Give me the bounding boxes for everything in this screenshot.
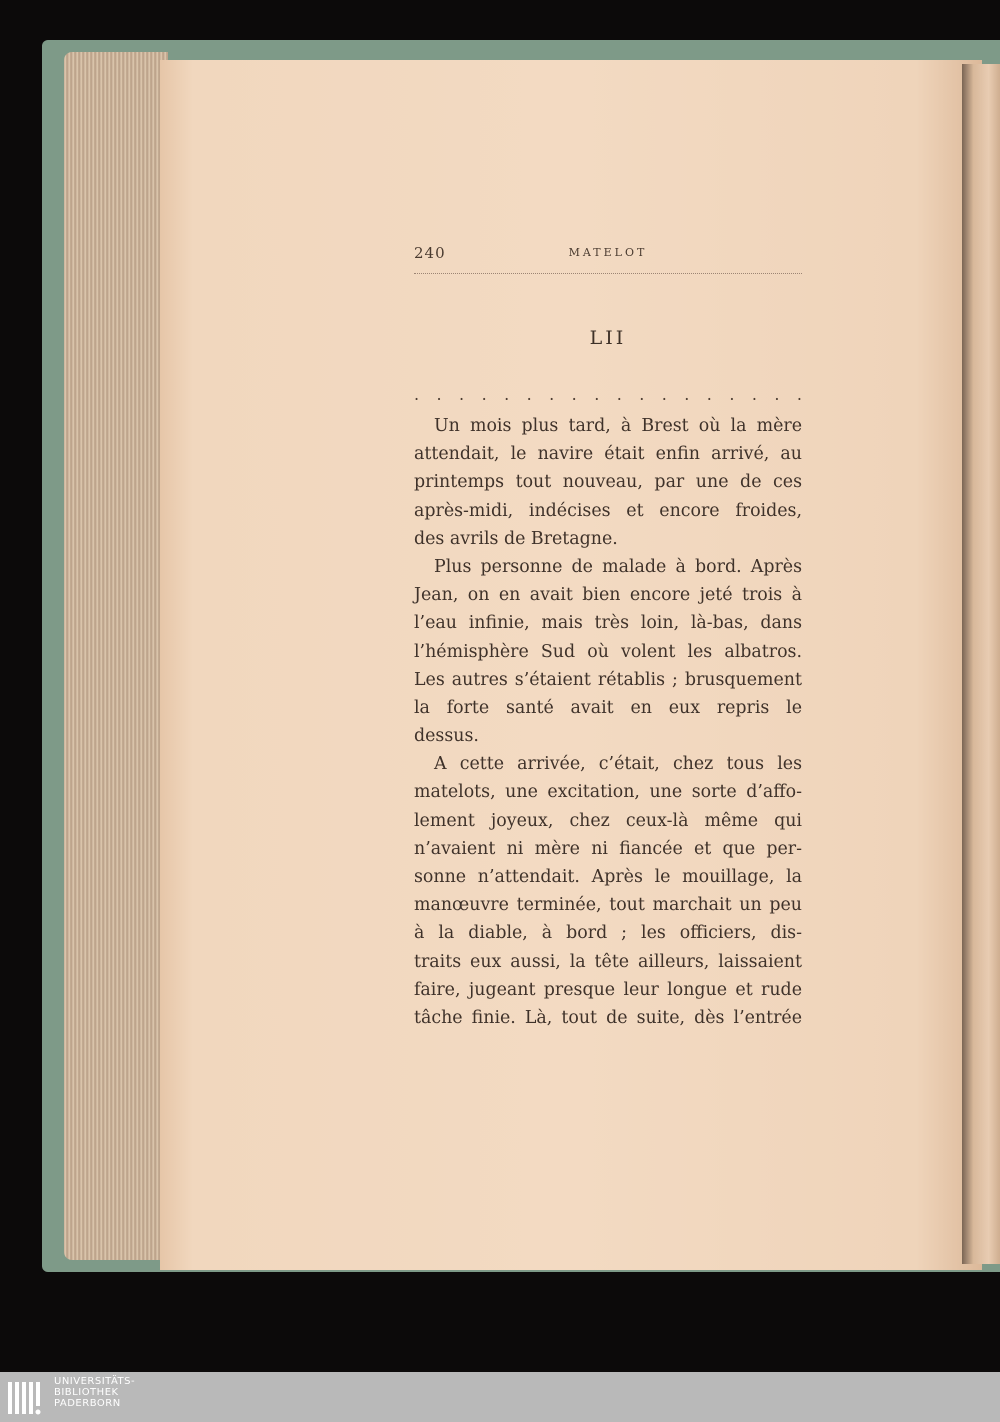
body-text <box>414 412 802 1032</box>
chapter-title: LII <box>589 327 627 349</box>
text-line: traits eux aussi, la tête ailleurs, laissaient <box>414 951 802 972</box>
text-line: manœuvre terminée, tout marchait un peu <box>414 895 802 916</box>
text-line: l’eau infinie, mais très loin, là-bas, dans <box>414 613 802 634</box>
text-line: sonne n’attendait. Après le mouillage, la <box>414 867 802 887</box>
library-name-line3: PADERBORN <box>54 1398 121 1409</box>
library-name-line2: BIBLIOTHEK <box>54 1387 119 1398</box>
text-line: Plus personne de malade à bord. Après <box>434 556 802 577</box>
library-name-line1: UNIVERSITÄTS- <box>54 1376 136 1387</box>
text-line: lement joyeux, chez ceux-là même qui <box>414 810 802 831</box>
text-line: attendait, le navire était enfin arrivé, au <box>414 444 802 465</box>
text-line: Jean, on en avait bien encore jeté trois à <box>414 585 802 606</box>
text-line: matelots, une excitation, une sorte d’affo- <box>414 782 802 803</box>
text-line: à la diable, à bord ; les officiers, dis- <box>414 923 802 944</box>
facing-page-edge <box>962 64 1000 1264</box>
text-line: après-midi, indécises et encore froides, <box>414 500 802 521</box>
text-line: A cette arrivée, c’était, chez tous les <box>434 754 802 775</box>
page-number: 240 <box>414 244 446 262</box>
ellipsis-line: . . . . . . . . . . . . . . . . . . <box>414 385 802 404</box>
text-line: l’hémisphère Sud où volent les albatros. <box>414 641 802 662</box>
running-title: MATELOT <box>568 246 648 259</box>
library-footer <box>0 1372 1000 1422</box>
text-line: Les autres s’étaient rétablis ; brusquement <box>414 669 802 690</box>
text-line: des avrils de Bretagne. <box>414 528 618 549</box>
text-line: n’avaient ni mère ni fiancée et que per- <box>414 838 802 859</box>
header-rule <box>414 273 802 274</box>
text-line: faire, jugeant presque leur longue et rude <box>414 979 802 1000</box>
text-line: tâche finie. Là, tout de suite, dès l’entrée <box>414 1007 802 1028</box>
text-line: Un mois plus tard, à Brest où la mère <box>434 416 802 436</box>
text-line: la forte santé avait en eux repris le <box>414 697 802 718</box>
text-line: dessus. <box>414 726 479 747</box>
text-line: printemps tout nouveau, par une de ces <box>414 472 802 493</box>
library-logo-icon <box>6 1378 46 1418</box>
running-head <box>414 244 802 266</box>
page-edges <box>64 52 168 1260</box>
library-name <box>54 1376 135 1409</box>
